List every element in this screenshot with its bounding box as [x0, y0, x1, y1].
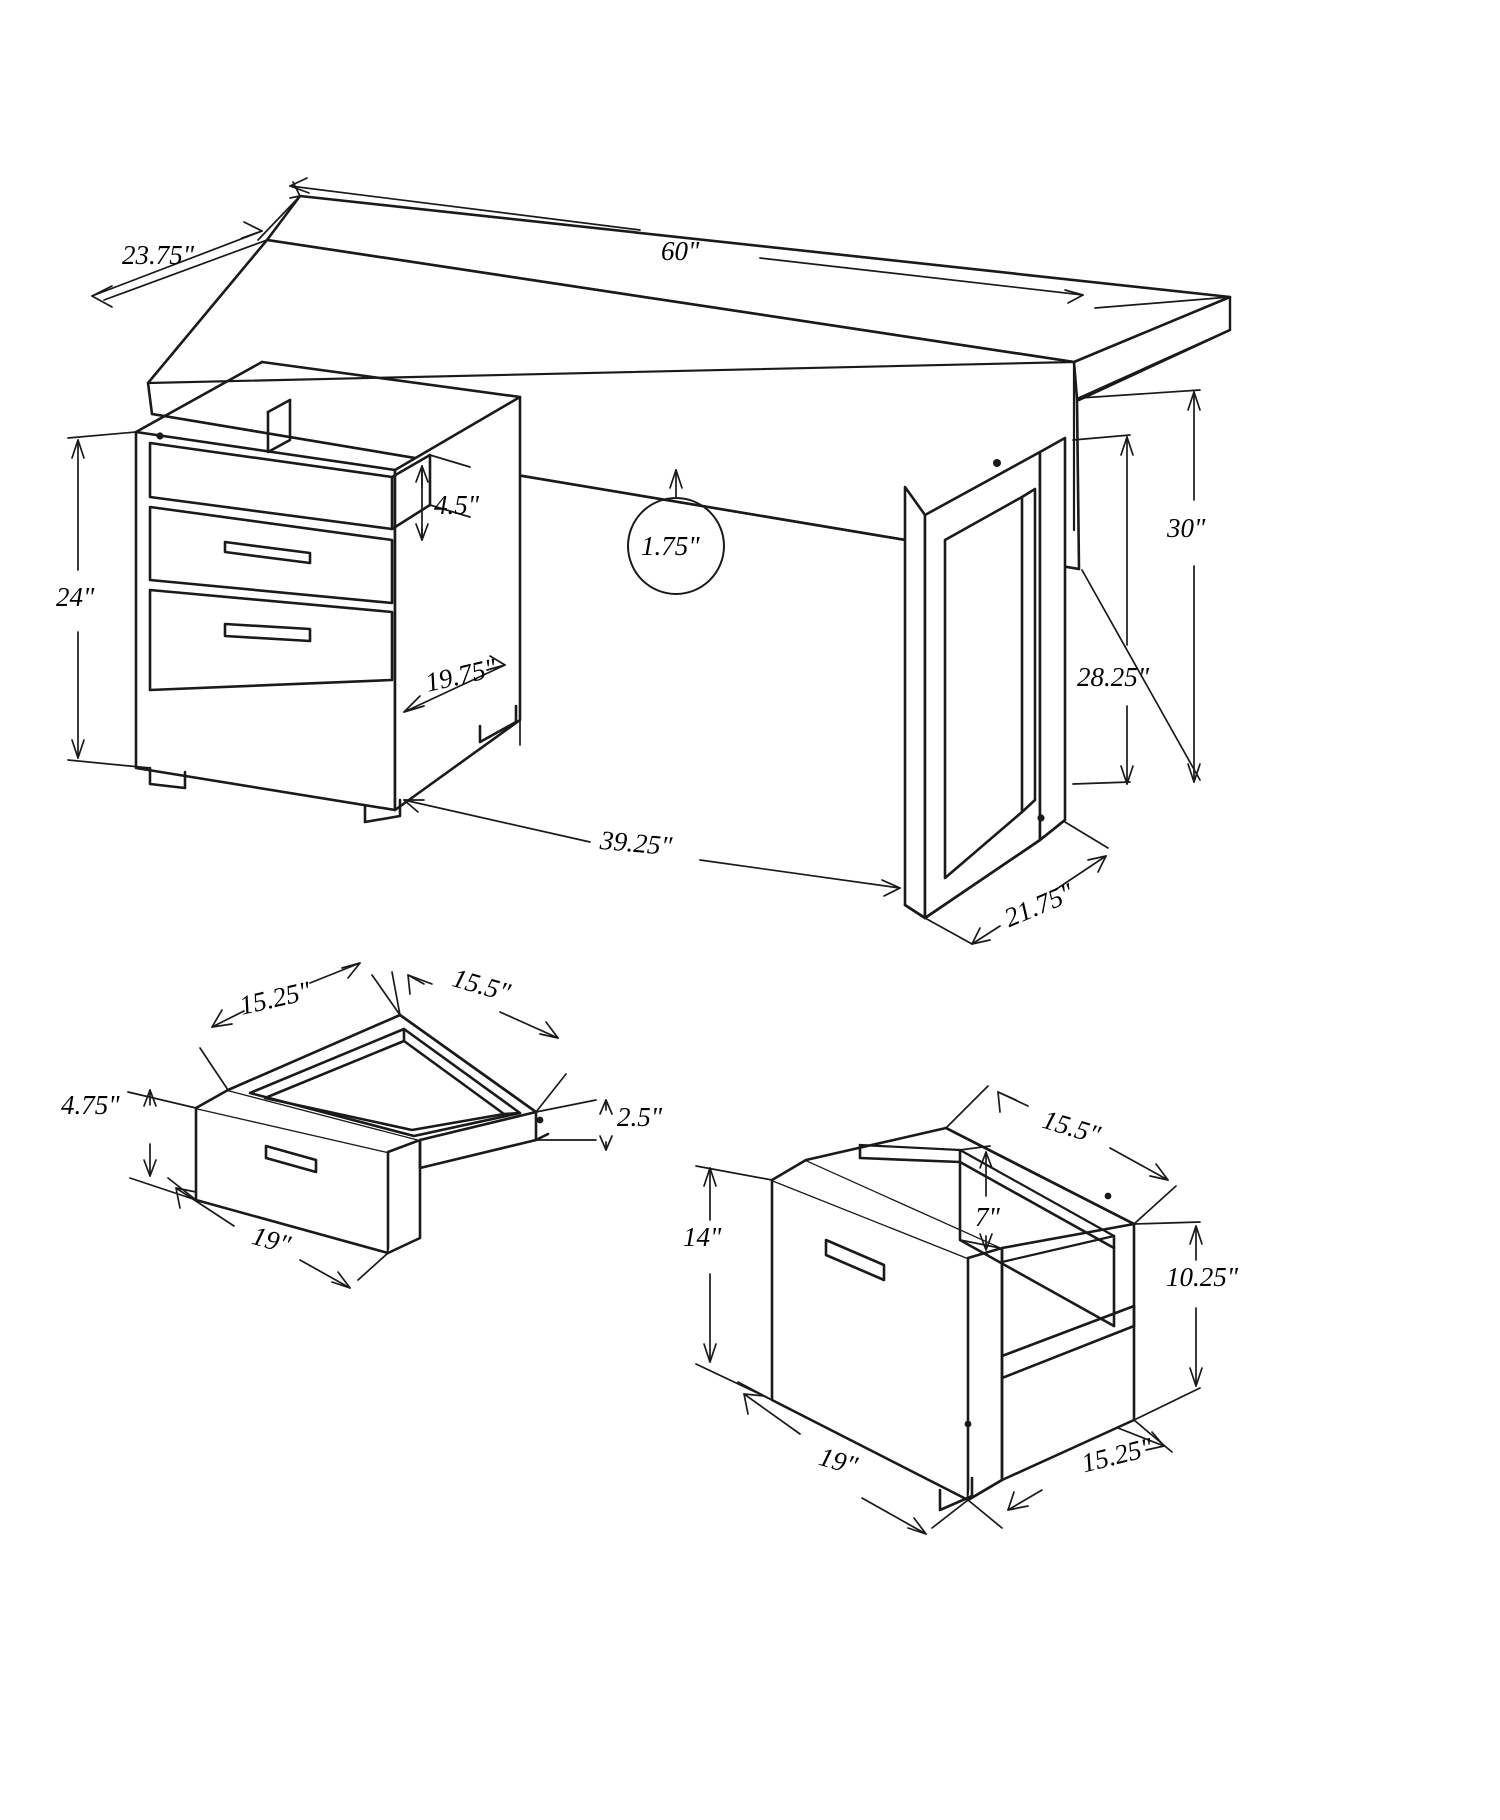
- small-drawer-view: [196, 1015, 548, 1253]
- dimension-label: 19": [815, 1441, 861, 1481]
- dimension-label: 39.25": [598, 824, 674, 862]
- dimension-label: 15.25": [236, 975, 314, 1021]
- dimension-label: 21.75": [999, 877, 1078, 933]
- dimension-label: 10.25": [1166, 1262, 1239, 1292]
- dimension-label: 19.75": [422, 652, 500, 698]
- dimension-label: 15.5": [1039, 1104, 1104, 1150]
- dimension-label: 19": [248, 1220, 294, 1260]
- dimension-label: 4.75": [61, 1090, 120, 1120]
- dimension-label: 4.5": [434, 490, 480, 520]
- dimension-label: 14": [683, 1222, 722, 1252]
- dimension-label: 24": [56, 582, 95, 612]
- dimension-label: 7": [975, 1202, 1000, 1232]
- dimension-label: 28.25": [1077, 662, 1150, 692]
- dimension-label: 15.25": [1078, 1431, 1156, 1479]
- dimension-label: 15.5": [449, 962, 514, 1008]
- dimension-label: 60": [661, 236, 700, 266]
- dimension-label: 30": [1167, 513, 1206, 543]
- dimension-label: 23.75": [122, 240, 195, 270]
- dimension-label: 1.75": [641, 531, 700, 561]
- dimension-label: 2.5": [617, 1102, 663, 1132]
